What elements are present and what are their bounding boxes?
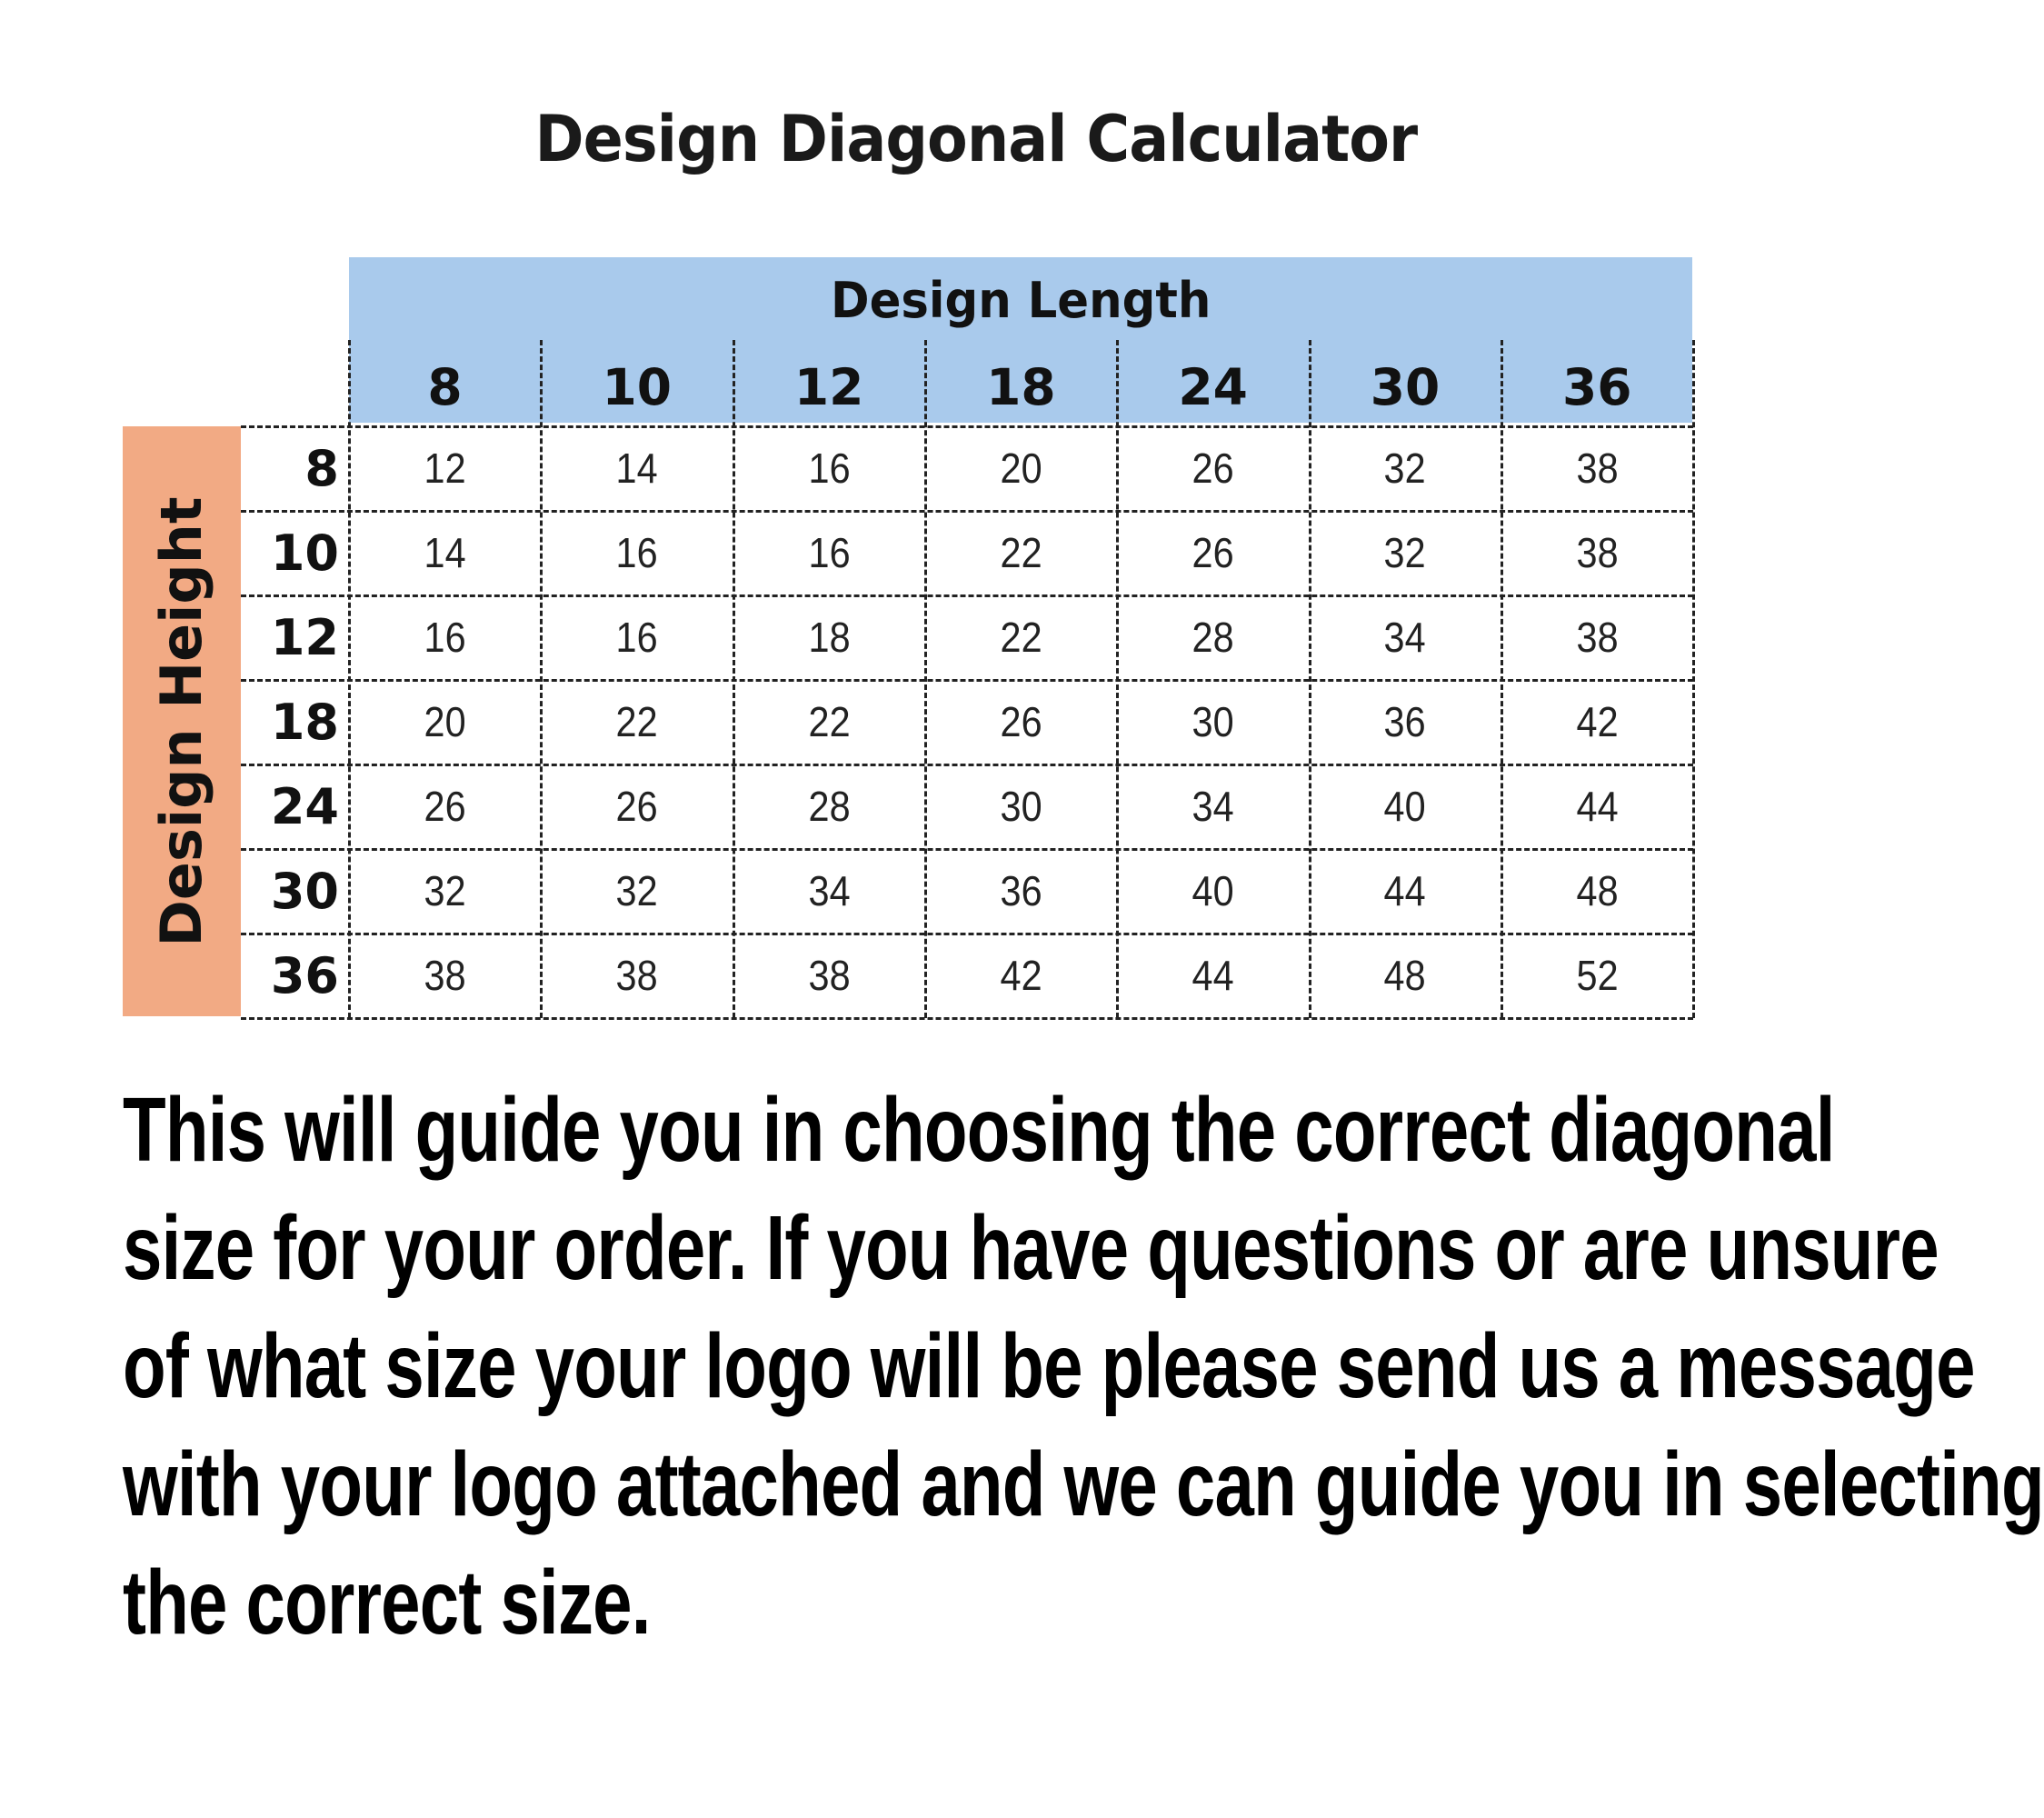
table-cell: 32 — [1383, 445, 1427, 492]
table-cell: 48 — [1576, 867, 1619, 914]
table-cell: 30 — [1000, 783, 1042, 830]
column-header: 24 — [1178, 358, 1248, 416]
table-cell: 34 — [808, 867, 851, 914]
guide-text — [123, 1071, 2044, 1662]
table-cell: 20 — [424, 698, 466, 745]
table-cell: 28 — [1192, 614, 1234, 661]
grid-line — [241, 679, 1693, 682]
grid-line — [1501, 340, 1503, 1018]
table-cell: 34 — [1383, 614, 1427, 661]
table-cell: 44 — [1383, 867, 1427, 914]
table-cell: 38 — [615, 952, 658, 999]
table-cell: 14 — [424, 529, 466, 576]
table-cell: 22 — [1000, 529, 1042, 576]
grid-line — [924, 340, 927, 1018]
table-cell: 38 — [808, 952, 851, 999]
table-cell: 36 — [1000, 867, 1042, 914]
grid-line — [1309, 340, 1311, 1018]
table-cell: 36 — [1383, 698, 1427, 745]
column-header: 36 — [1562, 358, 1632, 416]
grid-line — [241, 510, 1693, 513]
table-cell: 44 — [1192, 952, 1234, 999]
table-cell: 26 — [1192, 529, 1234, 576]
table-cell: 16 — [615, 529, 658, 576]
table-cell: 40 — [1192, 867, 1234, 914]
table-cell: 42 — [1000, 952, 1042, 999]
table-cell: 52 — [1576, 952, 1619, 999]
grid-line — [241, 933, 1693, 935]
row-header: 12 — [270, 609, 339, 666]
table-cell: 26 — [424, 783, 466, 830]
page-title: Design Diagonal Calculator — [534, 102, 1418, 176]
guide-line: of what size your logo will be please send us a message — [123, 1315, 1975, 1417]
table-cell: 38 — [1576, 614, 1619, 661]
table-cell: 16 — [615, 614, 658, 661]
grid-line — [241, 1017, 1693, 1020]
row-header: 8 — [304, 440, 339, 497]
guide-line: with your logo attached and we can guide you in selecting — [123, 1433, 2044, 1535]
column-header: 30 — [1370, 358, 1441, 416]
table-cell: 26 — [1192, 445, 1234, 492]
table-cell: 38 — [1576, 529, 1619, 576]
design-length-label: Design Length — [830, 272, 1211, 329]
table-cell: 18 — [808, 614, 851, 661]
table-cell: 44 — [1576, 783, 1619, 830]
design-height-label: Design Height — [148, 495, 214, 947]
table-cell: 34 — [1192, 783, 1234, 830]
table-cell: 22 — [615, 698, 658, 745]
row-header: 36 — [270, 947, 339, 1004]
table-cell: 20 — [1000, 445, 1042, 492]
row-header: 24 — [270, 778, 339, 835]
table-cell: 22 — [1000, 614, 1042, 661]
grid-line — [241, 594, 1693, 597]
table-cell: 16 — [424, 614, 466, 661]
table-cell: 30 — [1192, 698, 1234, 745]
grid-line — [241, 425, 1693, 428]
table-cell: 12 — [424, 445, 466, 492]
grid-line — [348, 340, 351, 1018]
guide-line: This will guide you in choosing the correct diagonal — [123, 1079, 1835, 1181]
grid-line — [1692, 340, 1695, 1018]
table-cell: 26 — [615, 783, 658, 830]
table-cell: 16 — [808, 529, 851, 576]
column-header: 10 — [602, 358, 673, 416]
grid-line — [1116, 340, 1119, 1018]
grid-line — [540, 340, 543, 1018]
table-cell: 32 — [424, 867, 466, 914]
table-cell: 28 — [808, 783, 851, 830]
table-cell: 32 — [615, 867, 658, 914]
row-header: 18 — [270, 694, 339, 751]
table-cell: 22 — [808, 698, 851, 745]
table-cell: 38 — [424, 952, 466, 999]
table-cell: 48 — [1383, 952, 1427, 999]
grid-line — [241, 764, 1693, 766]
column-header: 18 — [986, 358, 1056, 416]
guide-line: size for your order. If you have questions or are unsure — [123, 1197, 1939, 1299]
table-cell: 26 — [1000, 698, 1042, 745]
table-cell: 40 — [1383, 783, 1427, 830]
table-cell: 38 — [1576, 445, 1619, 492]
table-cell: 16 — [808, 445, 851, 492]
column-header: 12 — [793, 358, 864, 416]
grid-line — [733, 340, 735, 1018]
grid-line — [241, 848, 1693, 851]
row-header: 30 — [270, 863, 339, 920]
table-cell: 42 — [1576, 698, 1619, 745]
table-cell: 14 — [615, 445, 658, 492]
table-cell: 32 — [1383, 529, 1427, 576]
column-header: 8 — [427, 358, 463, 416]
guide-line: the correct size. — [123, 1552, 651, 1653]
row-header: 10 — [270, 524, 339, 582]
